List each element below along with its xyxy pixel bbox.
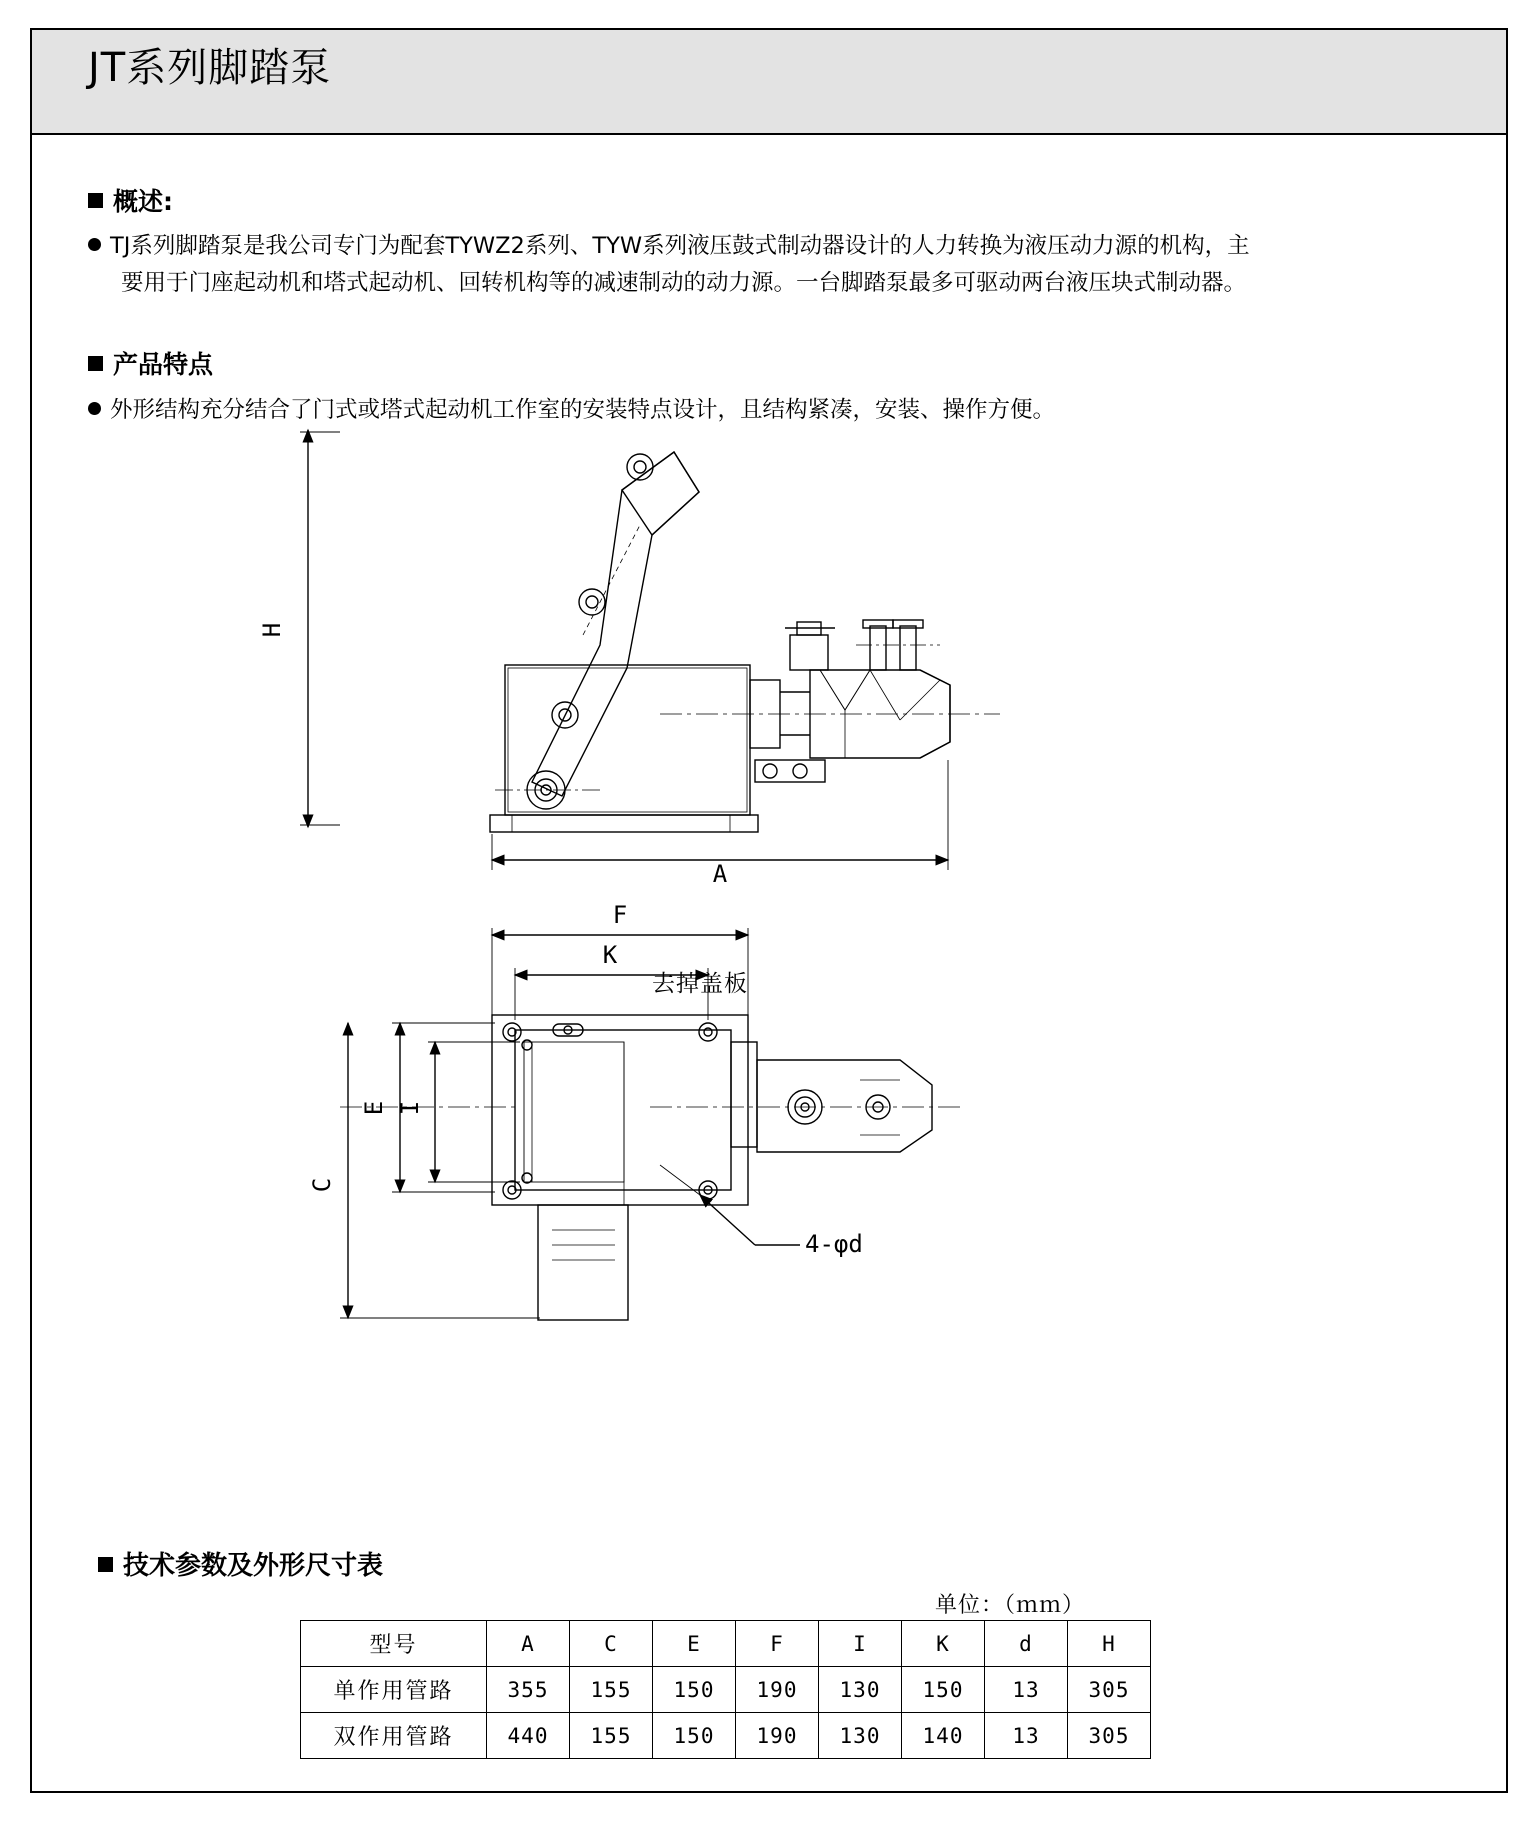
table-header-E: E bbox=[653, 1621, 736, 1667]
square-bullet-icon bbox=[88, 356, 103, 371]
page-title: JT系列脚踏泵 bbox=[88, 45, 332, 91]
table-cell-d: 13 bbox=[985, 1667, 1068, 1713]
table-cell-I: 130 bbox=[819, 1667, 902, 1713]
spec-table bbox=[300, 1620, 1151, 1759]
table-header-d: d bbox=[985, 1621, 1068, 1667]
table-row bbox=[301, 1713, 1151, 1759]
remove-cover-note: 去掉盖板 bbox=[652, 971, 748, 997]
table-cell-d: 13 bbox=[985, 1713, 1068, 1759]
table-cell-E: 150 bbox=[653, 1713, 736, 1759]
features-heading-label: 产品特点 bbox=[113, 350, 214, 379]
features-heading bbox=[88, 345, 213, 381]
overview-line-1: TJ系列脚踏泵是我公司专门为配套TYWZ2系列、TYW系列液压鼓式制动器设计的人力转换为液压动力源的机构，主 bbox=[110, 233, 1250, 259]
features-paragraph bbox=[88, 392, 1055, 428]
table-cell-H: 305 bbox=[1068, 1667, 1151, 1713]
table-cell-A: 440 bbox=[487, 1713, 570, 1759]
table-header-row bbox=[301, 1621, 1151, 1667]
table-cell-C: 155 bbox=[570, 1713, 653, 1759]
dimension-label-A: A bbox=[712, 860, 728, 888]
table-cell-K: 140 bbox=[902, 1713, 985, 1759]
hole-callout-label: 4-φd bbox=[805, 1230, 863, 1258]
round-bullet-icon bbox=[88, 402, 101, 415]
overview-heading bbox=[88, 182, 173, 218]
overview-heading-label: 概述: bbox=[113, 187, 173, 216]
dimension-label-I: I bbox=[396, 1100, 424, 1116]
table-heading bbox=[98, 1545, 383, 1582]
square-bullet-icon bbox=[98, 1557, 113, 1572]
table-header-C: C bbox=[570, 1621, 653, 1667]
unit-note: 单位：（ｍｍ） bbox=[935, 1593, 1086, 1618]
table-cell-H: 305 bbox=[1068, 1713, 1151, 1759]
table-header-H: H bbox=[1068, 1621, 1151, 1667]
table-header-model: 型号 bbox=[301, 1621, 487, 1667]
table-cell-model: 单作用管路 bbox=[301, 1667, 487, 1713]
table-cell-F: 190 bbox=[736, 1667, 819, 1713]
table-cell-E: 150 bbox=[653, 1667, 736, 1713]
table-cell-C: 155 bbox=[570, 1667, 653, 1713]
table-header-F: F bbox=[736, 1621, 819, 1667]
dimension-label-K: K bbox=[602, 941, 618, 969]
overview-paragraph bbox=[88, 228, 1388, 302]
table-cell-model: 双作用管路 bbox=[301, 1713, 487, 1759]
table-header-A: A bbox=[487, 1621, 570, 1667]
square-bullet-icon bbox=[88, 193, 103, 208]
dimension-label-F: F bbox=[612, 901, 628, 929]
dimension-label-C: C bbox=[308, 1177, 336, 1193]
table-cell-A: 355 bbox=[487, 1667, 570, 1713]
table-header-I: I bbox=[819, 1621, 902, 1667]
table-row bbox=[301, 1667, 1151, 1713]
table-cell-I: 130 bbox=[819, 1713, 902, 1759]
overview-line-2: 要用于门座起动机和塔式起动机、回转机构等的减速制动的动力源。一台脚踏泵最多可驱动两台液压块式制动器。 bbox=[121, 270, 1247, 296]
dimension-label-E: E bbox=[360, 1100, 388, 1116]
table-heading-label: 技术参数及外形尺寸表 bbox=[123, 1551, 384, 1581]
round-bullet-icon bbox=[88, 238, 101, 251]
table-header-K: K bbox=[902, 1621, 985, 1667]
dimension-label-H: H bbox=[258, 622, 286, 638]
table-cell-K: 150 bbox=[902, 1667, 985, 1713]
spec-table-wrapper bbox=[300, 1620, 1151, 1759]
features-text: 外形结构充分结合了门式或塔式起动机工作室的安装特点设计，且结构紧凑，安装、操作方便。 bbox=[110, 397, 1056, 423]
table-cell-F: 190 bbox=[736, 1713, 819, 1759]
technical-drawing bbox=[258, 430, 1300, 1450]
